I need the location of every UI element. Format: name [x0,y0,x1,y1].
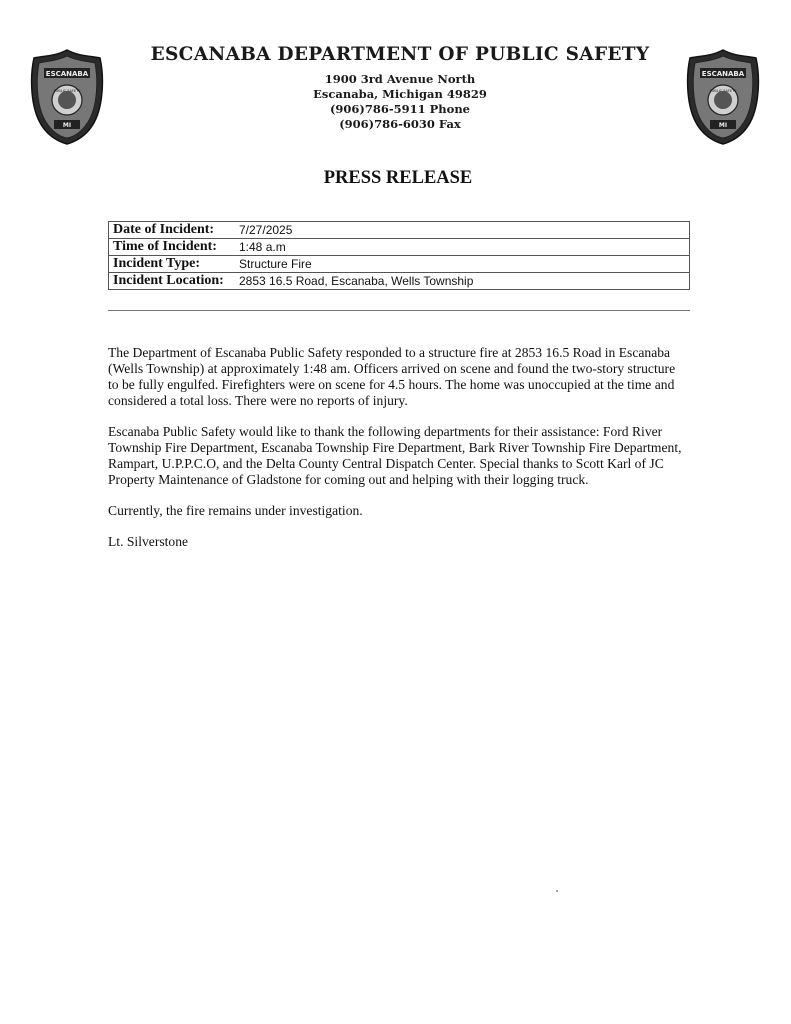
badge-top-text: ESCANABA [45,70,89,78]
incident-type-value: Structure Fire [235,256,690,273]
incident-time-value: 1:48 a.m [235,239,690,256]
address-line-street: 1900 3rd Avenue North [324,72,476,86]
incident-details-table [108,221,690,290]
body-paragraph: Currently, the fire remains under investigation. [108,503,363,518]
table-row [109,222,690,239]
table-row [109,256,690,273]
incident-location-value: 2853 16.5 Road, Escanaba, Wells Township [235,273,690,290]
body-paragraph: The Department of Escanaba Public Safety responded to a structure fire at 2853 16.5 Road in Escanaba (Wells Township) at approximately 1:48 am. Officers arrived on scene and found the two-story structure to be fully engulfed. Firefighters were on scene for 4.5 hours. The home was unoccupied at the time and considered a total loss. There were no reports of injury. [108,345,676,408]
signature: Lt. Silverstone [108,534,189,549]
divider [108,310,690,311]
press-release-title: PRESS RELEASE [323,168,473,188]
badge-top-text: ESCANABA [701,70,745,78]
badge-bottom-text: MI [718,122,728,129]
badge-middle-text: PUBLIC SAFETY [709,89,737,93]
department-badge-left-icon [30,46,104,146]
incident-type-label: Incident Type: [109,256,236,273]
table-row [109,239,690,256]
organization-name: ESCANABA DEPARTMENT OF PUBLIC SAFETY [150,44,650,65]
badge-middle-text: PUBLIC SAFETY [53,89,81,93]
address-block [250,72,550,132]
address-line-city: Escanaba, Michigan 49829 [313,87,487,101]
department-badge-right-icon [686,46,760,146]
incident-date-value: 7/27/2025 [235,222,690,239]
incident-location-label: Incident Location: [109,273,236,290]
body-paragraph: Escanaba Public Safety would like to thank the following departments for their assistance: Ford River Township Fire Department, Escanaba Township Fire Department, Bark River Township Fire Department, Rampart, U.P.P.C.O, and the Delta County Central Dispatch Center. Special thanks to Scott Karl of JC Property Maintenance of Gladstone for coming out and helping with their logging truck. [108,424,682,487]
scan-speck [556,890,558,892]
address-line-fax: (906)786-6030 Fax [339,117,461,131]
table-row [109,273,690,290]
address-line-phone: (906)786-5911 Phone [329,102,471,116]
incident-date-label: Date of Incident: [109,222,236,239]
incident-time-label: Time of Incident: [109,239,236,256]
release-body [108,345,688,565]
badge-bottom-text: MI [62,122,72,129]
